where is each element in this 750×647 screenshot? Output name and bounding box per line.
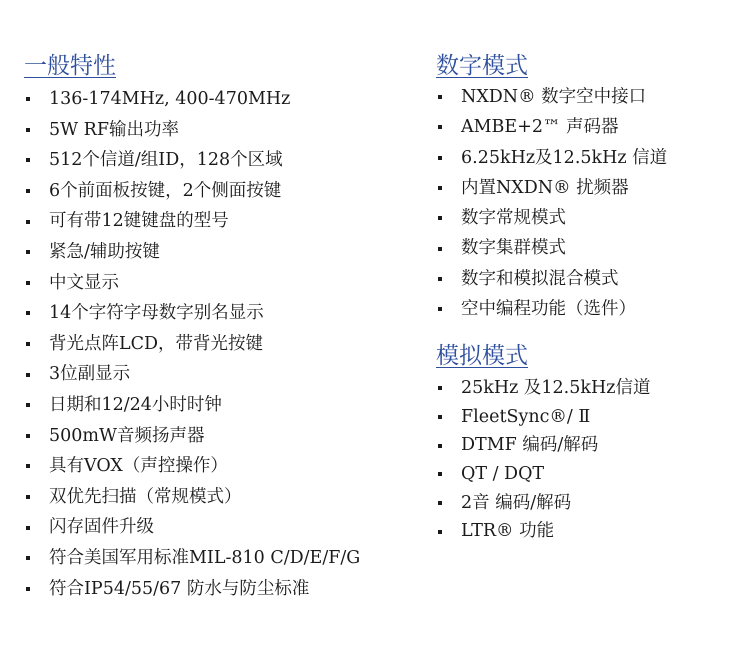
- general-features-heading: 一般特性: [24, 53, 116, 79]
- list-item: 14个字符字母数字别名显示: [24, 298, 360, 329]
- list-item: 6个前面板按键，2个侧面按键: [24, 176, 360, 207]
- bullet-icon: [438, 444, 442, 448]
- list-item: 25kHz 及12.5kHz信道: [436, 374, 650, 403]
- bullet-icon: [438, 95, 442, 99]
- bullet-icon: [26, 158, 30, 162]
- bullet-icon: [438, 472, 442, 476]
- bullet-icon: [26, 495, 30, 499]
- general-features-list: [24, 84, 360, 604]
- list-item: 6.25kHz及12.5kHz 信道: [436, 143, 667, 173]
- analog-mode-list: [436, 374, 650, 546]
- bullet-icon: [438, 216, 442, 220]
- list-item: 符合美国军用标准MIL-810 C/D/E/F/G: [24, 543, 360, 574]
- bullet-icon: [438, 530, 442, 534]
- list-item: 日期和12/24小时时钟: [24, 390, 360, 421]
- list-item: 数字集群模式: [436, 233, 667, 263]
- bullet-icon: [26, 281, 30, 285]
- bullet-icon: [26, 464, 30, 468]
- bullet-icon: [26, 97, 30, 101]
- list-item: 中文显示: [24, 268, 360, 299]
- list-item: LTR® 功能: [436, 517, 650, 546]
- digital-mode-heading: 数字模式: [436, 53, 528, 79]
- bullet-icon: [438, 386, 442, 390]
- bullet-icon: [438, 277, 442, 281]
- list-item: 512个信道/组ID，128个区域: [24, 145, 360, 176]
- bullet-icon: [26, 250, 30, 254]
- bullet-icon: [26, 587, 30, 591]
- list-item: 内置NXDN® 扰频器: [436, 173, 667, 203]
- list-item: 闪存固件升级: [24, 512, 360, 543]
- bullet-icon: [26, 220, 30, 224]
- list-item: 数字和模拟混合模式: [436, 264, 667, 294]
- bullet-icon: [438, 501, 442, 505]
- list-item: 符合IP54/55/67 防水与防尘标准: [24, 574, 360, 605]
- list-item: 背光点阵LCD，带背光按键: [24, 329, 360, 360]
- bullet-icon: [26, 526, 30, 530]
- list-item: 数字常规模式: [436, 203, 667, 233]
- bullet-icon: [26, 403, 30, 407]
- list-item: 可有带12键键盘的型号: [24, 206, 360, 237]
- list-item: DTMF 编码/解码: [436, 431, 650, 460]
- bullet-icon: [438, 415, 442, 419]
- bullet-icon: [438, 307, 442, 311]
- bullet-icon: [26, 311, 30, 315]
- list-item: 2音 编码/解码: [436, 489, 650, 518]
- list-item: NXDN® 数字空中接口: [436, 82, 667, 112]
- list-item: 3位副显示: [24, 359, 360, 390]
- list-item: FleetSync®/ Ⅱ: [436, 403, 650, 432]
- list-item: 5W RF输出功率: [24, 115, 360, 146]
- bullet-icon: [438, 186, 442, 190]
- list-item: QT / DQT: [436, 460, 650, 489]
- bullet-icon: [26, 342, 30, 346]
- bullet-icon: [26, 189, 30, 193]
- bullet-icon: [26, 434, 30, 438]
- analog-mode-heading: 模拟模式: [436, 343, 528, 369]
- list-item: 500mW音频扬声器: [24, 421, 360, 452]
- bullet-icon: [438, 156, 442, 160]
- bullet-icon: [26, 128, 30, 132]
- list-item: 具有VOX（声控操作）: [24, 451, 360, 482]
- bullet-icon: [438, 125, 442, 129]
- bullet-icon: [26, 373, 30, 377]
- bullet-icon: [26, 556, 30, 560]
- list-item: 136-174MHz, 400-470MHz: [24, 84, 360, 115]
- list-item: AMBE+2™ 声码器: [436, 112, 667, 142]
- list-item: 双优先扫描（常规模式）: [24, 482, 360, 513]
- bullet-icon: [438, 247, 442, 251]
- list-item: 紧急/辅助按键: [24, 237, 360, 268]
- list-item: 空中编程功能（选件）: [436, 294, 667, 324]
- digital-mode-list: [436, 82, 667, 324]
